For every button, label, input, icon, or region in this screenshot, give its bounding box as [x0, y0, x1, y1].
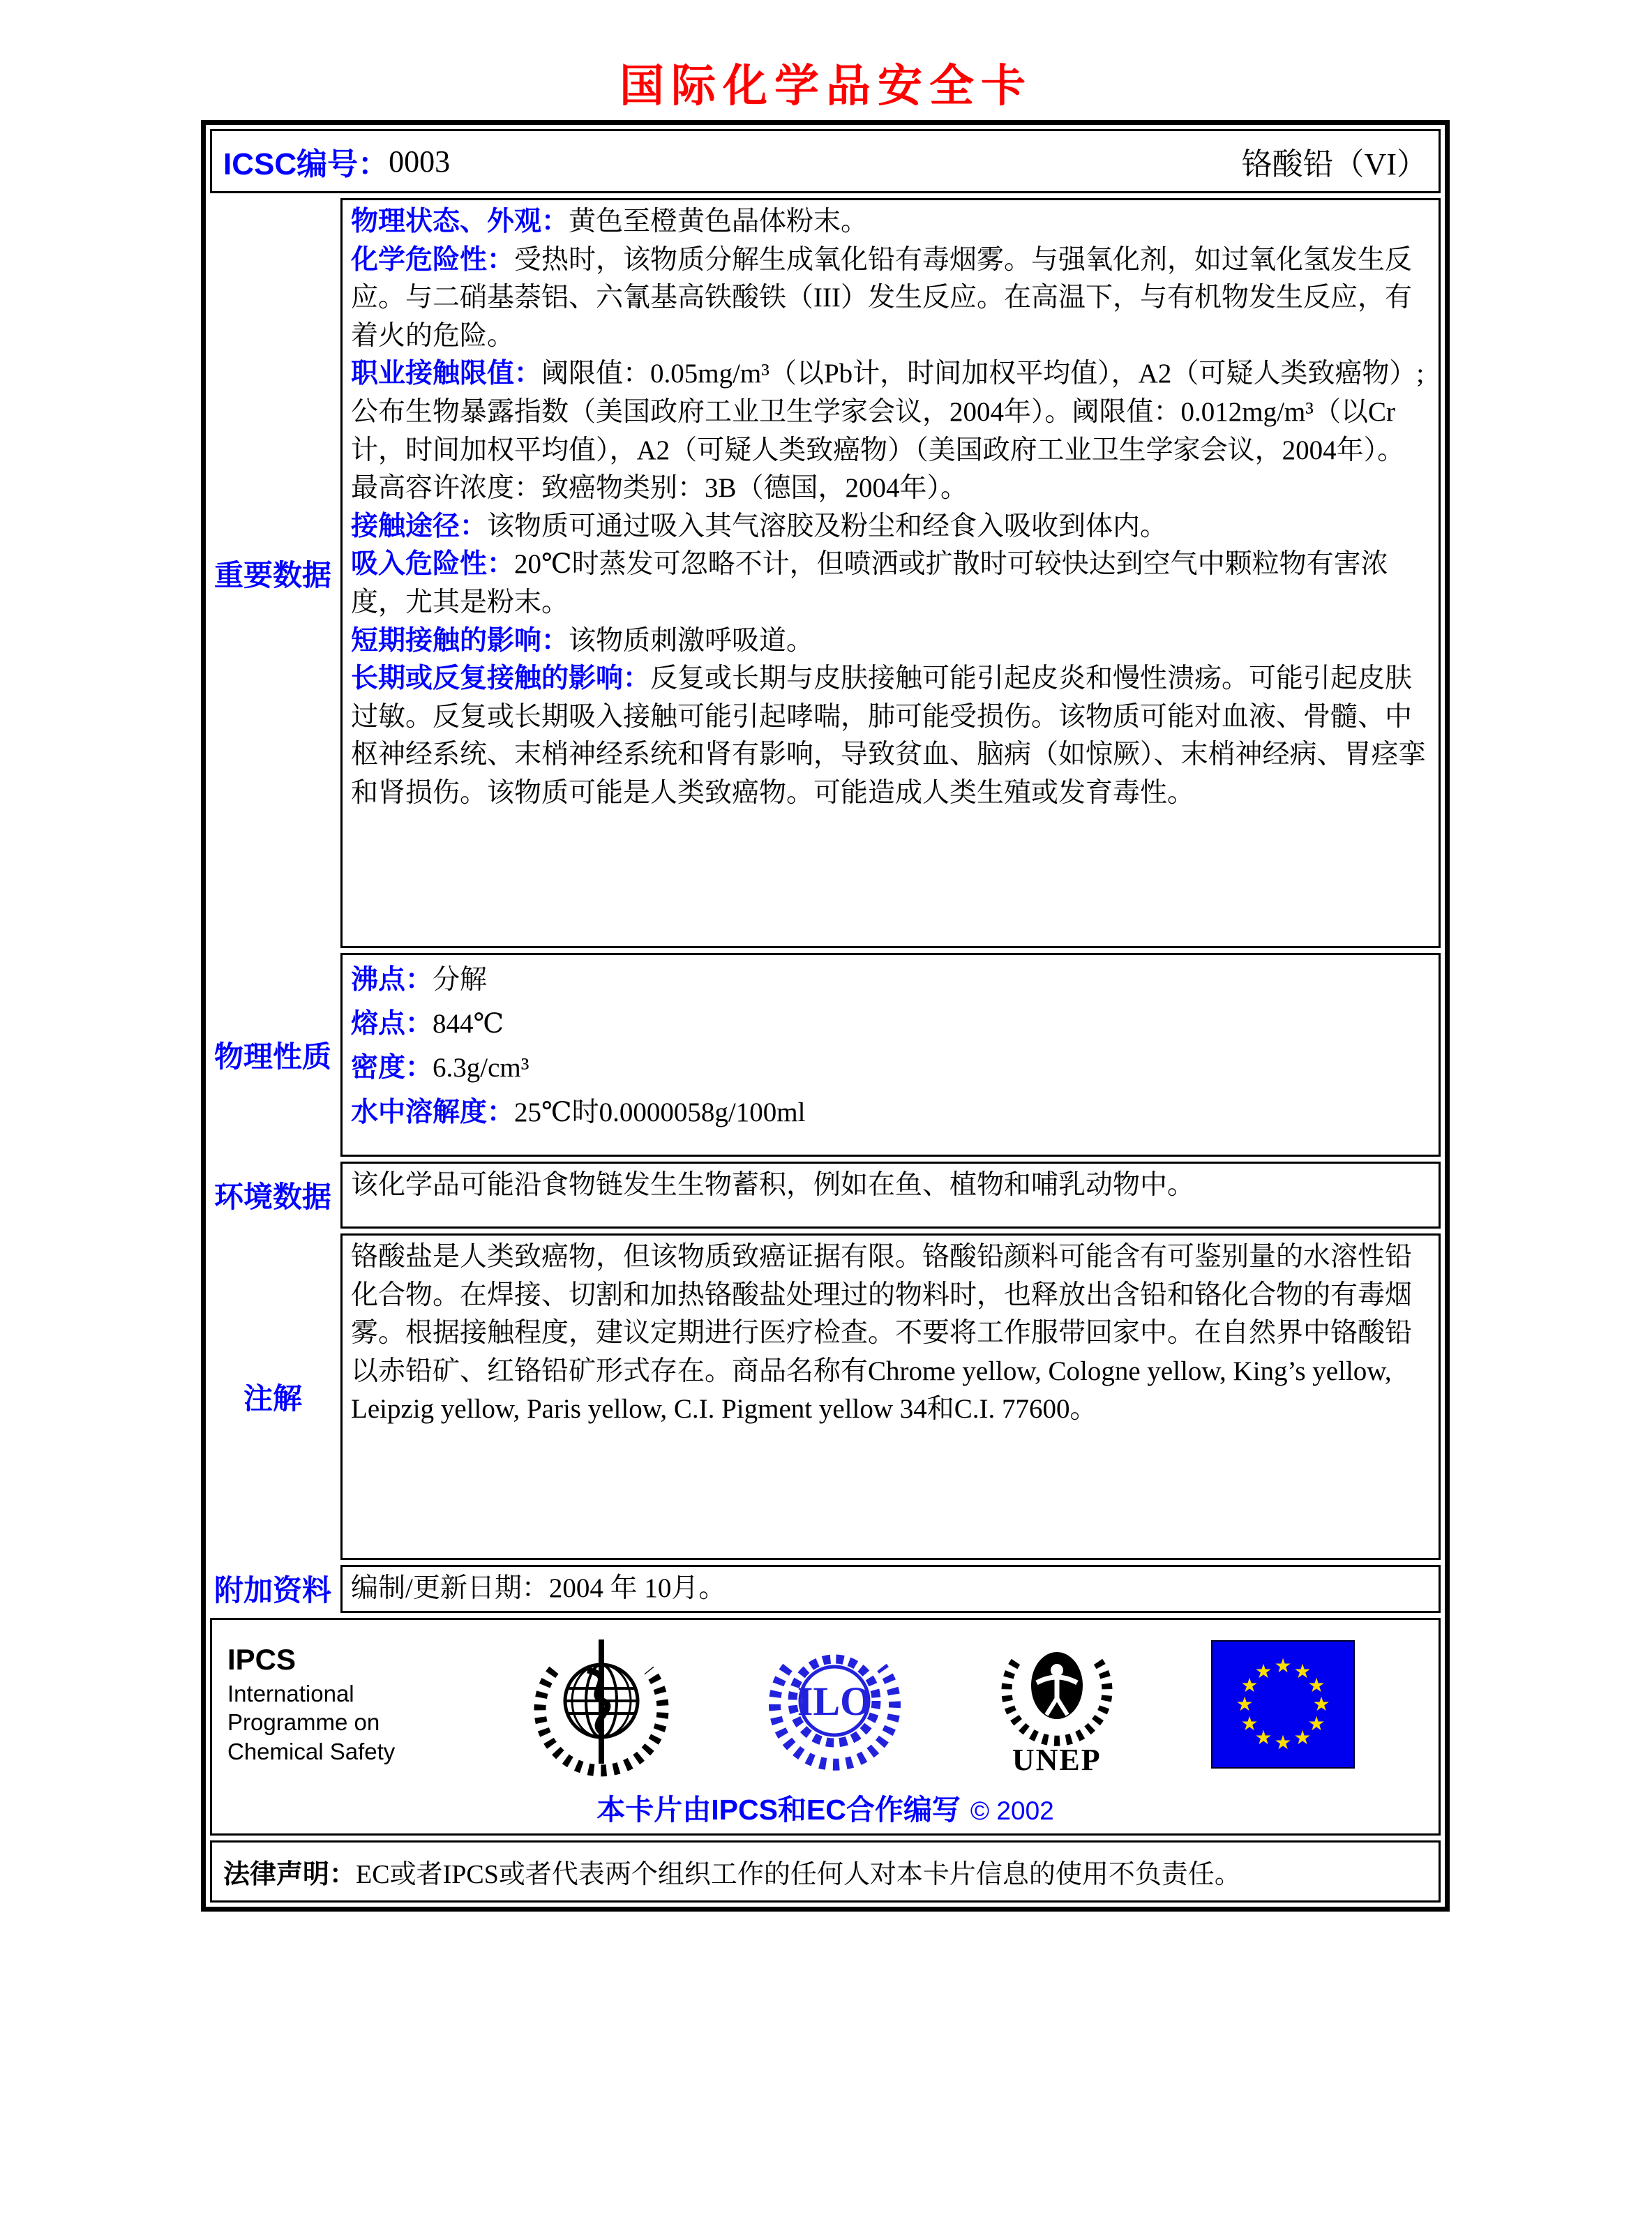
ilo-logo-icon — [767, 1631, 903, 1778]
item-value: 该物质可通过吸入其气溶胶及粉尘和经食入吸收到体内。 — [487, 511, 1168, 541]
header-row — [210, 129, 1441, 193]
additional-info-row — [210, 1565, 1441, 1613]
legal-label: 法律声明： — [223, 1859, 356, 1889]
cooperation-caption — [219, 1787, 1432, 1828]
item-key: 化学危险性： — [351, 244, 515, 275]
icsc-number-label: ICSC编号： — [223, 147, 389, 181]
item-value: 分解 — [433, 965, 488, 995]
physical-item — [351, 1090, 1430, 1134]
icsc-number-group — [223, 139, 450, 183]
page-title: 国际化学品安全卡 — [620, 61, 1032, 111]
svg-text:★: ★ — [1274, 1731, 1292, 1755]
important-item — [351, 546, 1430, 622]
item-value: 黄色至橙黄色晶体粉末。 — [569, 207, 869, 237]
ipcs-line: Programme on — [227, 1709, 380, 1736]
item-key: 接触途径： — [351, 511, 488, 541]
section-label-environment: 环境数据 — [213, 1180, 331, 1213]
svg-text:★: ★ — [1312, 1693, 1330, 1716]
item-key: 熔点： — [351, 1009, 433, 1040]
important-item — [351, 203, 1430, 241]
item-value: 25℃时0.0000058g/100ml — [514, 1097, 806, 1127]
logos-band — [219, 1630, 1432, 1780]
notes-text: 铬酸盐是人类致癌物，但该物质致癌证据有限。铬酸铅颜料可能含有可鉴别量的水溶性铅化合物。在焊接、切割和加热铬酸盐处理过的物料时，也释放出含铅和铬化合物的有毒烟雾。根据接触程度，建议定期进行医疗检查。不要将工作服带回家中。在自然界中铬酸铅以赤铅矿、红铬铅矿形式存在。商品名称有Chrome yellow, Cologne yellow, King’s yellow, Leipzig yellow, Paris yellow, C.I. Pigment yellow 34和C.I. 77600。 — [351, 1242, 1413, 1425]
svg-text:★: ★ — [1274, 1654, 1292, 1678]
important-item — [351, 508, 1430, 546]
item-key: 短期接触的影响： — [351, 625, 569, 656]
environment-data-content — [340, 1162, 1441, 1229]
logos-cell — [210, 1618, 1441, 1836]
item-value: 6.3g/cm³ — [433, 1053, 530, 1083]
svg-text:★: ★ — [1307, 1674, 1326, 1697]
item-key: 吸入危险性： — [351, 549, 515, 580]
additional-text: 编制/更新日期：2004 年 10月。 — [351, 1573, 726, 1603]
additional-info-content — [340, 1565, 1441, 1613]
important-data-content — [340, 198, 1441, 948]
legal-row — [210, 1840, 1441, 1903]
item-value: 反复或长期与皮肤接触可能引起皮炎和慢性溃疡。可能引起皮肤过敏。反复或长期吸入接触可能引起哮喘，肺可能受损伤。该物质可能对血液、骨髓、中枢神经系统、末梢神经系统和肾有影响，导致贫血、脑病（如惊厥）、末梢神经病、胃痉挛和肾损伤。该物质可能是人类致癌物。可能造成人类生殖或发育毒性。 — [351, 663, 1426, 808]
icsc-card-table — [201, 120, 1450, 1912]
physical-properties-content — [340, 953, 1441, 1157]
header-cell — [210, 129, 1441, 193]
copyright-text: © 2002 — [970, 1796, 1054, 1825]
environment-text: 该化学品可能沿食物链发生生物蓄积，例如在鱼、植物和哺乳动物中。 — [351, 1170, 1195, 1200]
svg-text:★: ★ — [1240, 1712, 1259, 1736]
item-value: 阈限值：0.05mg/m³（以Pb计，时间加权平均值），A2（可疑人类致癌物）;公布生物暴露指数（美国政府工业卫生学家会议，2004年）。阈限值：0.012mg/m³（以Cr计，时间加权平均值），A2（可疑人类致癌物）（美国政府工业卫生学家会议，2004年）。最高容许浓度：致癌物类别：3B（德国，2004年）。 — [351, 359, 1425, 504]
item-value: 20℃时蒸发可忽略不计，但喷洒或扩散时可较快达到空气中颗粒物有害浓度，尤其是粉末。 — [351, 549, 1388, 617]
item-key: 长期或反复接触的影响： — [351, 663, 651, 694]
svg-text:★: ★ — [1293, 1660, 1312, 1683]
section-label-additional: 附加资料 — [213, 1574, 331, 1607]
svg-text:★: ★ — [1240, 1674, 1259, 1697]
section-label-notes: 注解 — [243, 1382, 302, 1415]
svg-text:★: ★ — [1307, 1712, 1326, 1736]
important-item — [351, 622, 1430, 661]
ipcs-line: Chemical Safety — [227, 1738, 396, 1764]
physical-item — [351, 958, 1430, 1002]
item-value: 受热时，该物质分解生成氧化铅有毒烟雾。与强氧化剂，如过氧化氢发生反应。与二硝基萘铝、六氰基高铁酸铁（III）发生反应。在高温下，与有机物发生反应，有着火的危险。 — [351, 244, 1413, 351]
section-label-physical: 物理性质 — [213, 1040, 331, 1073]
important-item — [351, 660, 1430, 812]
svg-text:★: ★ — [1254, 1660, 1272, 1683]
environment-data-row — [210, 1162, 1441, 1229]
item-key: 物理状态、外观： — [351, 207, 569, 237]
icsc-number-value: 0003 — [389, 144, 451, 179]
unep-logo-block — [998, 1631, 1116, 1778]
item-value: 844℃ — [433, 1009, 504, 1040]
item-key: 密度： — [351, 1053, 433, 1083]
item-key: 沸点： — [351, 965, 433, 995]
caption-text: 本卡片由IPCS和EC合作编写 — [596, 1793, 961, 1826]
physical-properties-row — [210, 953, 1441, 1157]
unep-logo-icon — [998, 1631, 1116, 1746]
notes-content — [340, 1233, 1441, 1560]
ipcs-abbr: IPCS — [227, 1643, 296, 1676]
item-value: 该物质刺激呼吸道。 — [569, 625, 814, 656]
important-item — [351, 241, 1430, 356]
physical-item — [351, 1046, 1430, 1090]
ipcs-line: International — [227, 1681, 354, 1707]
important-item — [351, 355, 1430, 507]
logos-row — [210, 1618, 1441, 1836]
legal-text: EC或者IPCS或者代表两个组织工作的任何人对本卡片信息的使用不负责任。 — [356, 1859, 1241, 1889]
eu-flag-icon — [1211, 1640, 1355, 1769]
ipcs-text-block — [227, 1643, 437, 1766]
important-data-row — [210, 198, 1441, 948]
section-label-important: 重要数据 — [213, 558, 331, 592]
who-logo-icon — [532, 1630, 671, 1780]
ilo-logo-text: ILO — [797, 1679, 871, 1725]
svg-text:★: ★ — [1293, 1726, 1312, 1750]
chemical-name: 铬酸铅（VI） — [1241, 147, 1427, 181]
svg-text:★: ★ — [1236, 1693, 1254, 1716]
physical-item — [351, 1002, 1430, 1046]
item-key: 职业接触限值： — [351, 359, 542, 389]
unep-logo-text: UNEP — [1012, 1743, 1102, 1778]
item-key: 水中溶解度： — [351, 1097, 515, 1127]
svg-text:★: ★ — [1254, 1726, 1272, 1750]
legal-cell — [210, 1840, 1441, 1903]
notes-row — [210, 1233, 1441, 1560]
